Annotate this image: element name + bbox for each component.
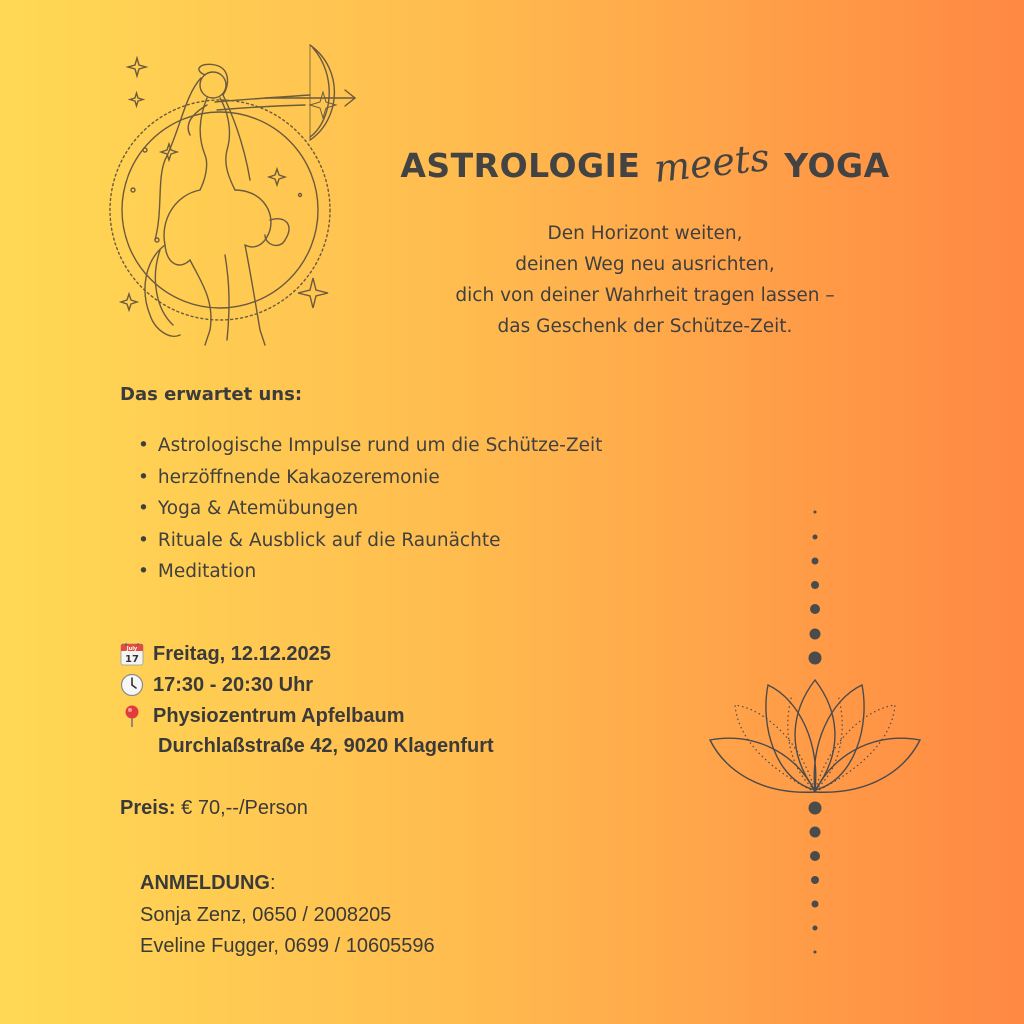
intro-line: das Geschenk der Schütze-Zeit. [497, 316, 793, 337]
title-word-yoga: YOGA [784, 145, 890, 185]
list-item: • Yoga & Atemübungen [138, 493, 602, 525]
calendar-icon [120, 642, 144, 666]
page-title [400, 135, 890, 191]
event-venue-line [120, 704, 405, 728]
registration-contact: Eveline Fugger, 0699 / 10605596 [140, 935, 435, 957]
location-pin-icon [120, 704, 144, 728]
svg-text:July: July [126, 646, 138, 652]
event-time: 17:30 - 20:30 Uhr [153, 673, 314, 696]
lotus-icon [700, 500, 930, 970]
price-value: € 70,--/Person [181, 797, 308, 819]
event-date-line [120, 642, 331, 666]
sagittarius-archer-icon [105, 40, 365, 360]
list-item: • Astrologische Impulse rund um die Schütze-Zeit [138, 430, 602, 462]
clock-icon [120, 673, 144, 697]
list-item: • Meditation [138, 556, 602, 588]
intro-text [400, 218, 890, 342]
price-label: Preis: [120, 797, 176, 819]
registration-heading: ANMELDUNG [140, 872, 270, 894]
svg-text:17: 17 [125, 654, 139, 665]
price-line [120, 797, 308, 820]
registration-block [140, 868, 435, 963]
intro-line: Den Horizont weiten, [547, 223, 743, 244]
expectations-list [138, 430, 602, 588]
title-word-meets: meets [652, 135, 773, 191]
event-date: Freitag, 12.12.2025 [153, 642, 331, 665]
event-time-line [120, 673, 313, 697]
intro-line: dich von deiner Wahrheit tragen lassen – [455, 285, 835, 306]
title-word-astrologie: ASTROLOGIE [400, 145, 641, 185]
registration-contact: Sonja Zenz, 0650 / 2008205 [140, 903, 392, 926]
registration-heading-line [140, 868, 435, 900]
list-item: • herzöffnende Kakaozeremonie [138, 462, 602, 494]
registration-colon: : [270, 872, 276, 894]
expectations-heading: Das erwartet uns: [120, 384, 303, 405]
list-item: • Rituale & Ausblick auf die Raunächte [138, 525, 602, 557]
intro-line: deinen Weg neu ausrichten, [515, 254, 775, 275]
event-address: Durchlaßstraße 42, 9020 Klagenfurt [158, 735, 494, 757]
event-address-line [158, 735, 494, 758]
event-venue: Physiozentrum Apfelbaum [153, 704, 405, 727]
